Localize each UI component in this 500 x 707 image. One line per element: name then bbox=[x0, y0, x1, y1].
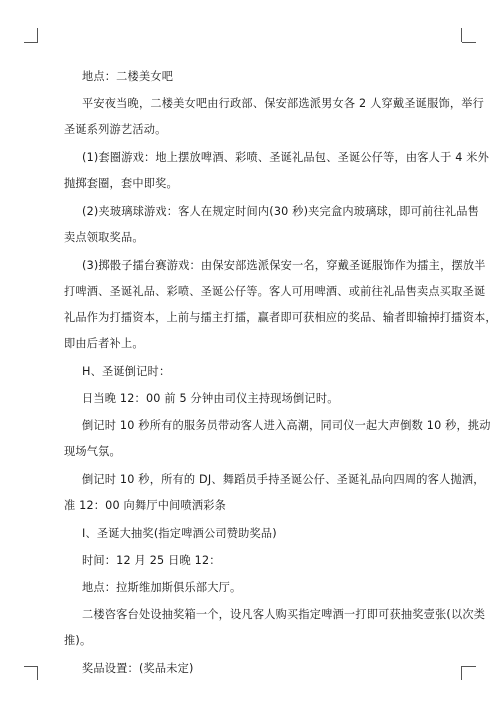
text-line: 日当晚 12：00 前 5 分钟由司仪主持现场倒记时。 bbox=[82, 392, 339, 405]
text-line: 奖品设置：(奖品未定) bbox=[82, 662, 194, 675]
crop-mark-bottom-left-horizontal bbox=[24, 666, 38, 667]
crop-mark-bottom-right-horizontal bbox=[462, 666, 476, 667]
lucky-draw-rules-paragraph bbox=[64, 602, 486, 654]
countdown-climax-paragraph bbox=[64, 413, 491, 465]
text-line: 礼品作为打擂资本，上前与擂主打擂，赢者即可获相应的奖品、输者即输掉打擂资本， bbox=[64, 311, 497, 324]
crop-mark-top-right-vertical bbox=[461, 28, 462, 42]
countdown-toss-paragraph bbox=[64, 467, 485, 519]
lucky-draw-location bbox=[82, 575, 442, 601]
text-line: (2)夹玻璃球游戏：客人在规定时间内(30 秒)夹完盒内玻璃球，即可前往礼品售 bbox=[82, 205, 479, 218]
christmas-eve-paragraph bbox=[64, 91, 485, 143]
text-line: 地点：拉斯维加斯俱乐部大厅。 bbox=[82, 581, 242, 594]
text-line: (1)套圈游戏：地上摆放啤酒、彩喷、圣诞礼品包、圣诞公仔等，由客人于 4 米外 bbox=[82, 151, 490, 164]
section-heading: H、圣诞倒记时： bbox=[82, 365, 171, 378]
marble-game-paragraph bbox=[64, 199, 479, 251]
crop-mark-bottom-right-vertical bbox=[461, 666, 462, 680]
text-line: 倒记时 10 秒所有的服务员带动客人进入高潮，同司仪一起大声倒数 10 秒，挑动 bbox=[82, 419, 491, 432]
text-line: 时间：12 月 25 日晚 12： bbox=[82, 554, 221, 567]
text-line: 平安夜当晚，二楼美女吧由行政部、保安部选派男女各 2 人穿戴圣诞服饰，举行 bbox=[82, 97, 485, 110]
text-line: 卖点领取奖品。 bbox=[64, 231, 144, 244]
text-line: 即由后者补上。 bbox=[64, 337, 144, 350]
text-line: 地点：二楼美女吧 bbox=[82, 70, 174, 83]
text-line: 推)。 bbox=[64, 634, 92, 647]
crop-mark-top-left-vertical bbox=[37, 28, 38, 42]
lucky-draw-heading bbox=[82, 521, 442, 547]
text-line: 倒记时 10 秒，所有的 DJ、舞蹈员手持圣诞公仔、圣诞礼品向四周的客人抛洒， bbox=[82, 473, 485, 486]
text-line: 圣诞系列游艺活动。 bbox=[64, 123, 167, 136]
countdown-host-paragraph bbox=[82, 386, 442, 412]
dice-challenge-paragraph bbox=[64, 253, 497, 357]
crop-mark-bottom-left-vertical bbox=[37, 666, 38, 680]
text-line: 准 12：00 向舞厅中间喷洒彩条 bbox=[64, 499, 227, 512]
text-line: 二楼咨客台处设抽奖箱一个，设凡客人购买指定啤酒一打即可获抽奖壹张(以次类 bbox=[82, 608, 486, 621]
lucky-draw-time bbox=[82, 548, 442, 574]
text-line: 现场气氛。 bbox=[64, 445, 121, 458]
prize-setting-line bbox=[82, 656, 442, 682]
location-paragraph bbox=[82, 64, 442, 90]
text-line: (3)掷骰子擂台赛游戏：由保安部选派保安一名，穿戴圣诞服饰作为擂主，摆放半 bbox=[82, 259, 486, 272]
ring-toss-paragraph bbox=[64, 145, 490, 197]
crop-mark-top-left-horizontal bbox=[24, 42, 38, 43]
countdown-heading bbox=[82, 359, 442, 385]
section-heading: I、圣诞大抽奖(指定啤酒公司赞助奖品) bbox=[82, 527, 277, 540]
text-line: 打啤酒、圣诞礼品、彩喷、圣诞公仔等。客人可用啤酒、或前往礼品售卖点买取圣诞 bbox=[64, 285, 486, 298]
crop-mark-top-right-horizontal bbox=[462, 42, 476, 43]
text-line: 抛掷套圈，套中即奖。 bbox=[64, 177, 178, 190]
